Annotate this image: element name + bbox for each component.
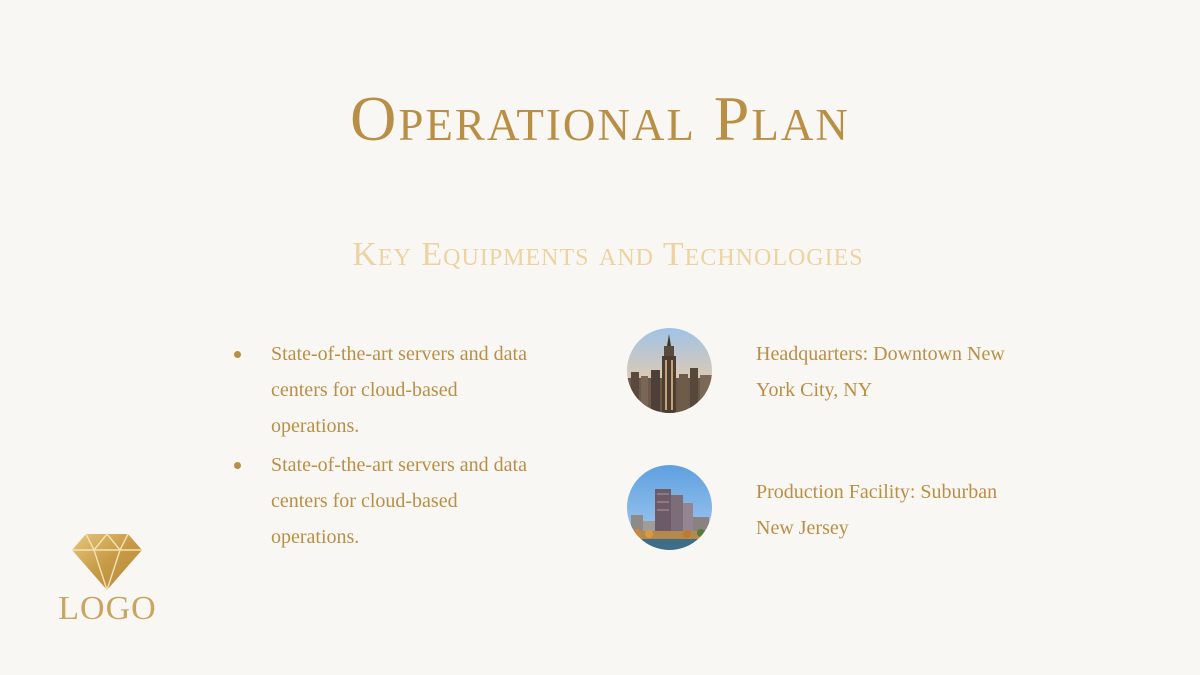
logo (50, 532, 165, 632)
bullet-item (230, 336, 530, 444)
bullet-text: State-of-the-art servers and data centers for cloud-based operations. (271, 343, 527, 437)
city-skyline-photo (627, 328, 712, 413)
diamond-icon (72, 532, 142, 590)
slide-title: Operational Plan (350, 83, 850, 154)
logo-text: LOGO (58, 590, 157, 627)
bullet-text: State-of-the-art servers and data centers for cloud-based operations. (271, 454, 527, 548)
slide-subtitle: Key Equipments and Technologies (352, 236, 864, 273)
location-production-facility (627, 465, 1027, 555)
location-label: Production Facility: Suburban New Jersey (756, 481, 998, 539)
location-headquarters (627, 328, 1027, 418)
bullet-list (230, 336, 530, 555)
bullet-dot-icon (234, 462, 241, 469)
bullet-dot-icon (234, 351, 241, 358)
location-label: Headquarters: Downtown New York City, NY (756, 343, 1005, 401)
bullet-item (230, 447, 530, 555)
waterfront-buildings-photo (627, 465, 712, 550)
